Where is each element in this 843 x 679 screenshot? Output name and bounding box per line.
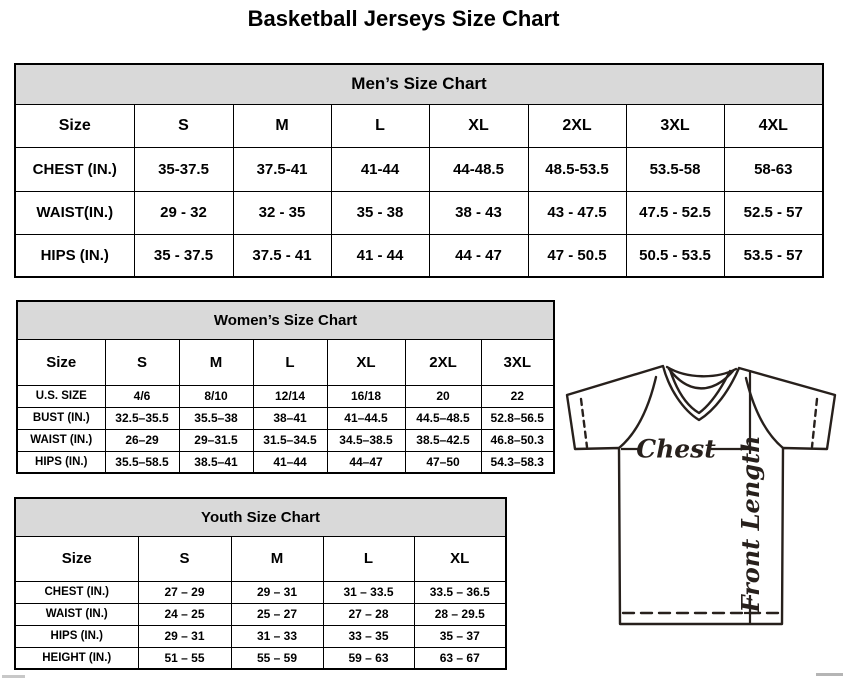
womens-value-cell: 34.5–38.5 <box>327 429 405 451</box>
womens-value-cell: 41–44.5 <box>327 407 405 429</box>
youth-value-cell: 31 – 33.5 <box>323 581 414 603</box>
womens-value-cell: 20 <box>405 385 481 407</box>
womens-row-label: WAIST (IN.) <box>17 429 105 451</box>
page-title: Basketball Jerseys Size Chart <box>247 6 560 31</box>
youth-value-cell: 29 – 31 <box>138 625 231 647</box>
youth-value-cell: 35 – 37 <box>414 625 506 647</box>
youth-header-cell: L <box>323 536 414 581</box>
mens-value-cell: 44 - 47 <box>429 234 528 277</box>
youth-value-cell: 24 – 25 <box>138 603 231 625</box>
mens-header-cell: 2XL <box>528 104 626 147</box>
youth-header-cell: S <box>138 536 231 581</box>
womens-value-cell: 54.3–58.3 <box>481 451 554 473</box>
womens-header-cell: 3XL <box>481 339 554 385</box>
mens-value-cell: 50.5 - 53.5 <box>626 234 724 277</box>
mens-value-cell: 48.5-53.5 <box>528 147 626 191</box>
youth-header-cell: Size <box>15 536 138 581</box>
mens-header-cell: Size <box>15 104 134 147</box>
womens-header-cell: S <box>105 339 179 385</box>
chest-label: Chest <box>636 434 716 464</box>
womens-row-label: U.S. SIZE <box>17 385 105 407</box>
womens-value-cell: 38–41 <box>253 407 327 429</box>
mens-value-cell: 29 - 32 <box>134 191 233 234</box>
jersey-diagram <box>555 357 843 645</box>
womens-value-cell: 44–47 <box>327 451 405 473</box>
mens-value-cell: 53.5 - 57 <box>724 234 823 277</box>
mens-value-cell: 38 - 43 <box>429 191 528 234</box>
mens-value-cell: 44-48.5 <box>429 147 528 191</box>
womens-value-cell: 31.5–34.5 <box>253 429 327 451</box>
right-cuff-dashed-line <box>812 399 817 447</box>
womens-table-title: Women’s Size Chart <box>17 301 554 339</box>
mens-value-cell: 35 - 38 <box>331 191 429 234</box>
mens-header-cell: 3XL <box>626 104 724 147</box>
youth-value-cell: 27 – 28 <box>323 603 414 625</box>
mens-value-cell: 43 - 47.5 <box>528 191 626 234</box>
mens-value-cell: 47.5 - 52.5 <box>626 191 724 234</box>
youth-size-table <box>14 497 507 670</box>
womens-header-cell: 2XL <box>405 339 481 385</box>
mens-value-cell: 35 - 37.5 <box>134 234 233 277</box>
womens-size-table <box>16 300 555 474</box>
youth-value-cell: 31 – 33 <box>231 625 323 647</box>
left-cuff-dashed-line <box>581 399 587 447</box>
womens-value-cell: 16/18 <box>327 385 405 407</box>
youth-value-cell: 59 – 63 <box>323 647 414 669</box>
mens-value-cell: 41 - 44 <box>331 234 429 277</box>
womens-header-cell: Size <box>17 339 105 385</box>
mens-value-cell: 37.5-41 <box>233 147 331 191</box>
youth-header-cell: XL <box>414 536 506 581</box>
youth-value-cell: 25 – 27 <box>231 603 323 625</box>
womens-value-cell: 35.5–58.5 <box>105 451 179 473</box>
youth-row-label: HIPS (IN.) <box>15 625 138 647</box>
jersey-outline <box>567 366 835 624</box>
youth-row-label: HEIGHT (IN.) <box>15 647 138 669</box>
womens-value-cell: 29–31.5 <box>179 429 253 451</box>
womens-value-cell: 22 <box>481 385 554 407</box>
mens-header-cell: L <box>331 104 429 147</box>
youth-header-cell: M <box>231 536 323 581</box>
mens-row-label: WAIST(IN.) <box>15 191 134 234</box>
mens-table-title: Men’s Size Chart <box>15 64 823 104</box>
womens-row-label: BUST (IN.) <box>17 407 105 429</box>
womens-value-cell: 8/10 <box>179 385 253 407</box>
mens-header-cell: XL <box>429 104 528 147</box>
womens-value-cell: 52.8–56.5 <box>481 407 554 429</box>
youth-value-cell: 33 – 35 <box>323 625 414 647</box>
womens-value-cell: 47–50 <box>405 451 481 473</box>
womens-header-cell: L <box>253 339 327 385</box>
youth-value-cell: 63 – 67 <box>414 647 506 669</box>
womens-value-cell: 35.5–38 <box>179 407 253 429</box>
mens-size-table <box>14 63 824 278</box>
mens-value-cell: 58-63 <box>724 147 823 191</box>
womens-value-cell: 4/6 <box>105 385 179 407</box>
mens-value-cell: 32 - 35 <box>233 191 331 234</box>
womens-header-cell: XL <box>327 339 405 385</box>
youth-value-cell: 51 – 55 <box>138 647 231 669</box>
womens-row-label: HIPS (IN.) <box>17 451 105 473</box>
mens-value-cell: 47 - 50.5 <box>528 234 626 277</box>
mens-value-cell: 52.5 - 57 <box>724 191 823 234</box>
womens-value-cell: 32.5–35.5 <box>105 407 179 429</box>
womens-value-cell: 41–44 <box>253 451 327 473</box>
mens-header-cell: S <box>134 104 233 147</box>
youth-value-cell: 28 – 29.5 <box>414 603 506 625</box>
youth-value-cell: 33.5 – 36.5 <box>414 581 506 603</box>
mens-row-label: HIPS (IN.) <box>15 234 134 277</box>
collar-back-line <box>667 367 736 376</box>
womens-value-cell: 26–29 <box>105 429 179 451</box>
youth-table-title: Youth Size Chart <box>15 498 506 536</box>
youth-row-label: WAIST (IN.) <box>15 603 138 625</box>
womens-header-cell: M <box>179 339 253 385</box>
mens-row-label: CHEST (IN.) <box>15 147 134 191</box>
youth-row-label: CHEST (IN.) <box>15 581 138 603</box>
mens-value-cell: 53.5-58 <box>626 147 724 191</box>
youth-value-cell: 27 – 29 <box>138 581 231 603</box>
womens-value-cell: 46.8–50.3 <box>481 429 554 451</box>
mens-header-cell: 4XL <box>724 104 823 147</box>
bottom-right-gray-strip <box>816 673 843 676</box>
mens-value-cell: 35-37.5 <box>134 147 233 191</box>
mens-value-cell: 37.5 - 41 <box>233 234 331 277</box>
womens-value-cell: 38.5–42.5 <box>405 429 481 451</box>
mens-value-cell: 41-44 <box>331 147 429 191</box>
youth-value-cell: 55 – 59 <box>231 647 323 669</box>
front-length-label: Front Length <box>736 435 766 613</box>
womens-value-cell: 38.5–41 <box>179 451 253 473</box>
womens-value-cell: 44.5–48.5 <box>405 407 481 429</box>
bottom-left-gray-strip <box>2 675 25 678</box>
womens-value-cell: 12/14 <box>253 385 327 407</box>
youth-value-cell: 29 – 31 <box>231 581 323 603</box>
mens-header-cell: M <box>233 104 331 147</box>
